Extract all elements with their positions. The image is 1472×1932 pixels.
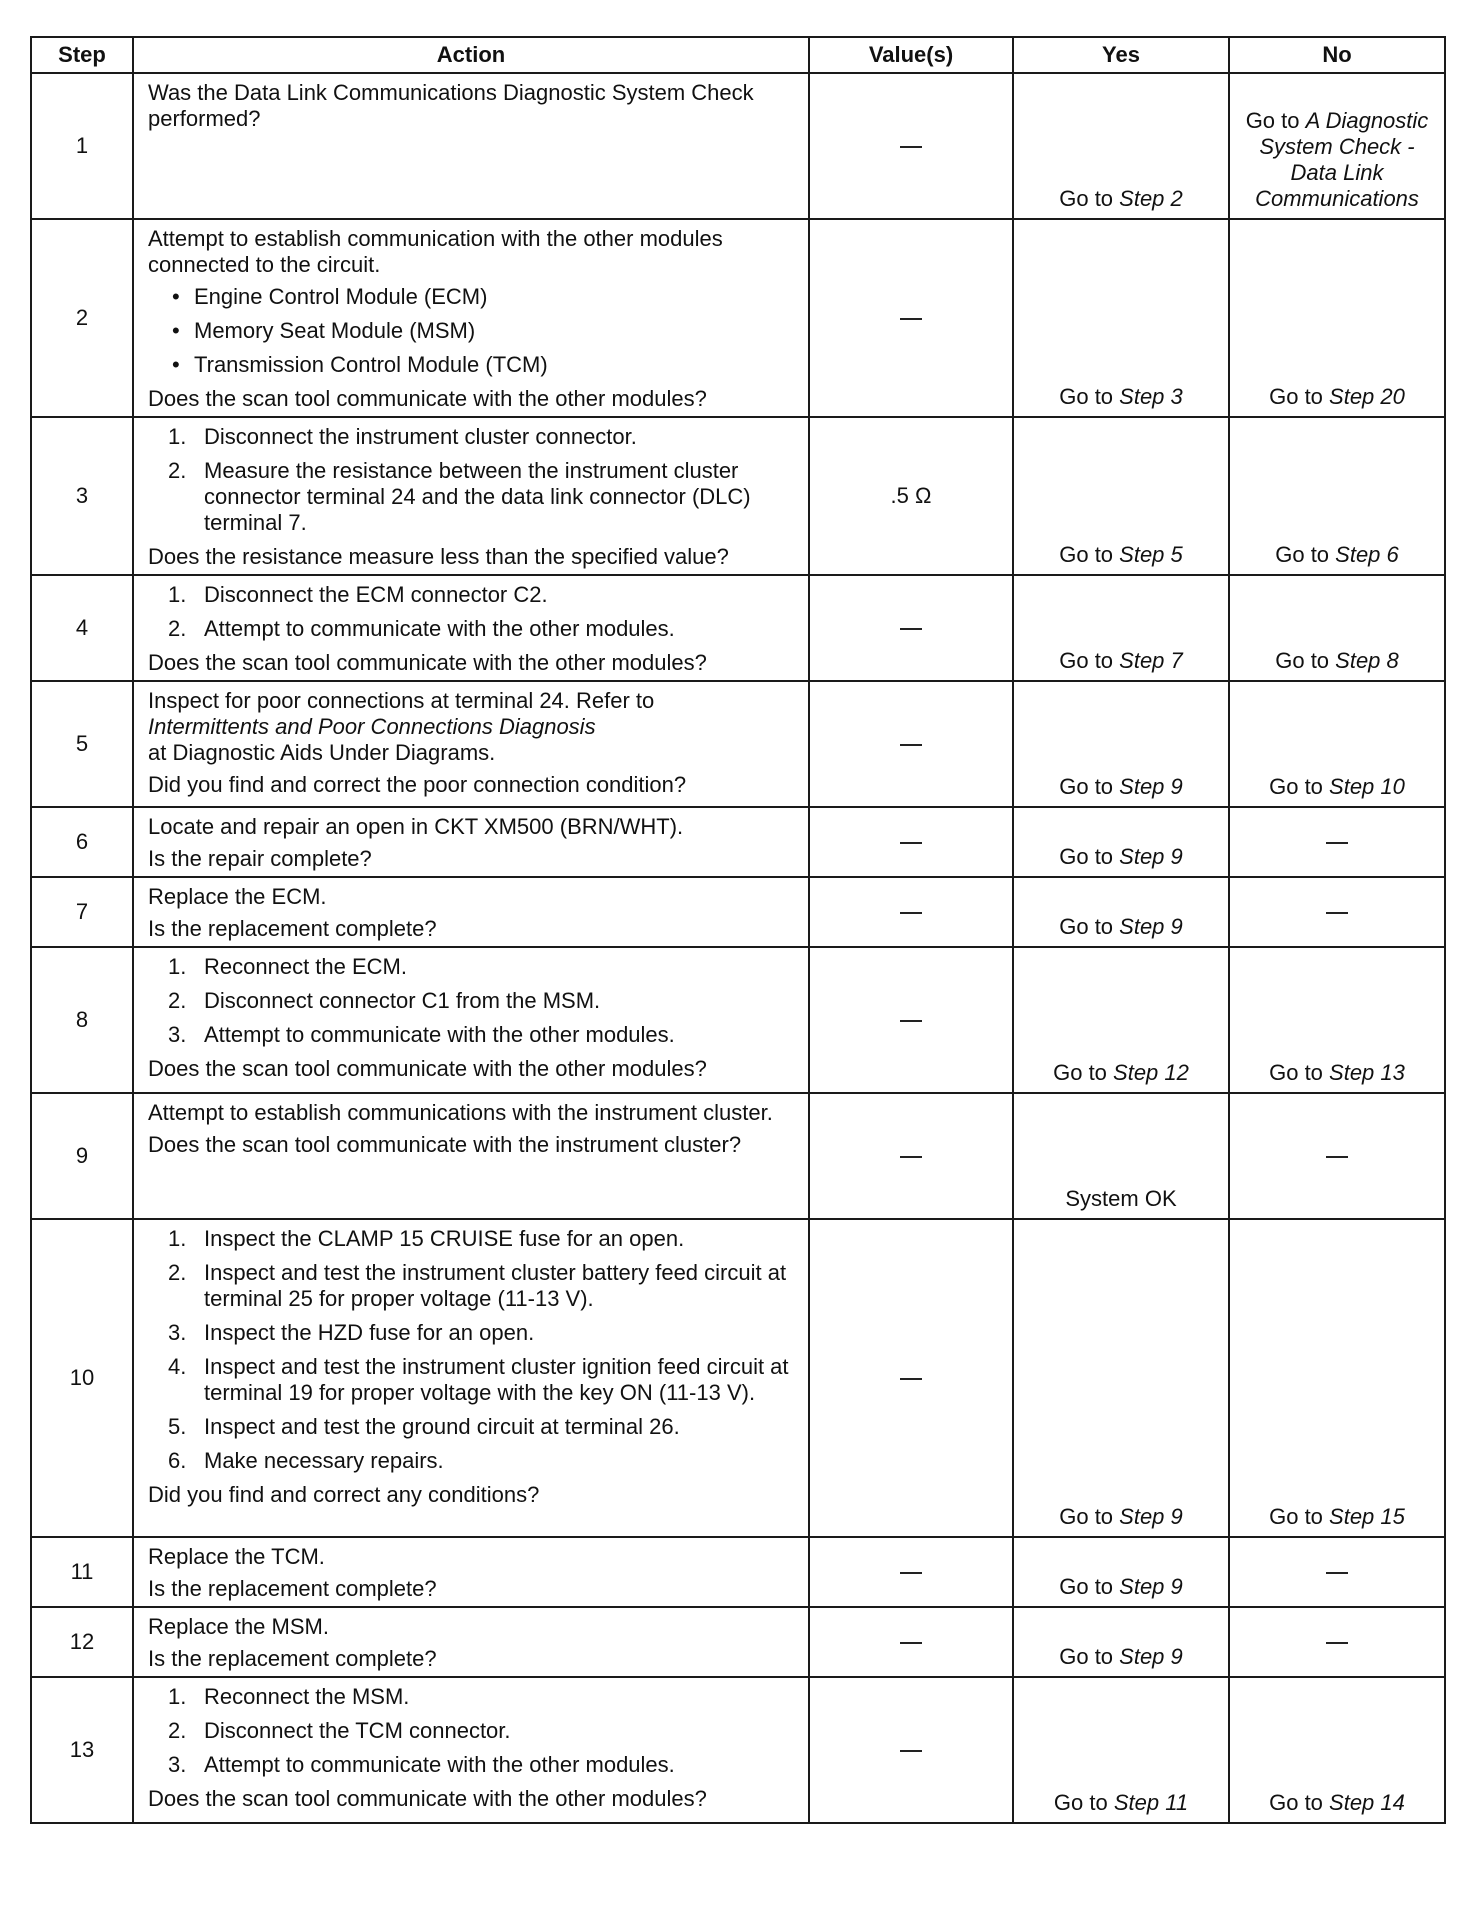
item-text: Disconnect the instrument cluster connector. [204,424,637,449]
item-text: Attempt to communicate with the other modules. [204,616,675,641]
value-cell [809,877,1013,947]
numbered-list [148,1226,798,1474]
table-row [31,681,1445,807]
yes-prefix: Go to [1059,186,1120,211]
numbered-item [148,616,798,642]
em-dash [900,1378,922,1380]
numbered-item [148,1718,798,1744]
action-question: Is the replacement complete? [148,1646,437,1671]
item-text: Disconnect the TCM connector. [204,1718,511,1743]
bullet-item: • Engine Control Module (ECM) [148,284,798,310]
step-number: 2 [31,219,133,417]
no-prefix: Go to [1269,774,1330,799]
no-reference: Step 15 [1329,1504,1405,1529]
numbered-item [148,458,798,536]
yes-cell [1013,1093,1229,1219]
table-row [31,947,1445,1093]
step-number: 11 [31,1537,133,1607]
em-dash [900,318,922,320]
item-number: 2. [168,458,187,483]
yes-reference: Step 7 [1119,648,1183,673]
yes-reference: Step 2 [1119,186,1183,211]
no-cell [1229,1219,1445,1537]
item-text: Make necessary repairs. [204,1448,444,1473]
em-dash [1326,842,1348,844]
action-question: Does the scan tool communicate with the other modules? [148,1786,707,1811]
value-cell [809,1219,1013,1537]
em-dash [900,912,922,914]
item-number: 1. [168,1684,187,1709]
yes-prefix: Go to [1053,1790,1114,1815]
action-cell [133,73,809,219]
action-cell [133,1093,809,1219]
item-text: Inspect and test the ground circuit at terminal 26. [204,1414,680,1439]
em-dash [900,744,922,746]
em-dash [900,1156,922,1158]
table-row [31,417,1445,575]
action-intro-text: Locate and repair an open in CKT XM500 (BRN/WHT). [148,814,684,839]
value-cell [809,1677,1013,1823]
step-number: 7 [31,877,133,947]
item-number: 3. [168,1320,187,1345]
no-cell [1229,417,1445,575]
action-question: Is the replacement complete? [148,916,437,941]
action-intro-tail: at Diagnostic Aids Under Diagrams. [148,740,496,765]
item-number: 2. [168,1718,187,1743]
step-number: 4 [31,575,133,681]
yes-prefix: Go to [1059,844,1120,869]
bullet-item: • Transmission Control Module (TCM) [148,352,798,378]
no-reference: Step 13 [1329,1060,1405,1085]
yes-cell [1013,575,1229,681]
item-text: Disconnect the ECM connector C2. [204,582,548,607]
numbered-item [148,1022,798,1048]
no-prefix: Go to [1269,384,1330,409]
bullet-list [148,284,798,378]
no-reference: Step 14 [1329,1790,1405,1815]
item-text: Attempt to communicate with the other modules. [204,1752,675,1777]
item-number: 3. [168,1752,187,1777]
action-cell [133,1607,809,1677]
no-prefix: Go to [1245,108,1306,133]
item-text: Attempt to communicate with the other modules. [204,1022,675,1047]
table-row [31,1537,1445,1607]
numbered-item [148,1752,798,1778]
yes-reference: Step 9 [1119,1644,1183,1669]
em-dash [1326,1572,1348,1574]
numbered-item [148,424,798,450]
item-text: Reconnect the MSM. [204,1684,410,1709]
numbered-item [148,1414,798,1440]
yes-prefix: Go to [1059,1504,1120,1529]
em-dash [1326,1642,1348,1644]
yes-prefix: Go to [1059,914,1120,939]
bullet-item: • Memory Seat Module (MSM) [148,318,798,344]
action-cell [133,1537,809,1607]
step-number: 8 [31,947,133,1093]
header-yes: Yes [1013,37,1229,73]
table-row [31,73,1445,219]
action-intro [148,1544,798,1570]
item-number: 2. [168,616,187,641]
yes-cell [1013,1677,1229,1823]
numbered-item [148,954,798,980]
numbered-item [148,1684,798,1710]
action-intro-text: Inspect for poor connections at terminal 24. Refer to [148,688,655,713]
value-cell [809,1537,1013,1607]
no-cell [1229,1607,1445,1677]
header-values: Value(s) [809,37,1013,73]
table-body [31,73,1445,1823]
yes-reference: Step 9 [1119,774,1183,799]
yes-reference: Step 11 [1113,1790,1189,1815]
action-intro-text: Attempt to establish communications with the instrument cluster. [148,1100,773,1125]
action-intro [148,884,798,910]
action-cell [133,417,809,575]
action-intro-text: Replace the TCM. [148,1544,325,1569]
table-row [31,1219,1445,1537]
yes-reference: Step 9 [1119,914,1183,939]
yes-cell [1013,73,1229,219]
item-text: Reconnect the ECM. [204,954,407,979]
no-cell [1229,1093,1445,1219]
yes-prefix: Go to [1059,1644,1120,1669]
item-text: Measure the resistance between the instrument cluster connector terminal 24 and the data link connector (DLC) terminal 7. [204,458,751,535]
step-number: 10 [31,1219,133,1537]
action-question: Does the resistance measure less than the specified value? [148,544,729,569]
value-cell [809,219,1013,417]
no-cell [1229,947,1445,1093]
no-cell [1229,681,1445,807]
item-number: 1. [168,424,187,449]
item-number: 2. [168,1260,187,1285]
no-reference: Step 20 [1329,384,1405,409]
table-row [31,575,1445,681]
em-dash [900,842,922,844]
step-number: 9 [31,1093,133,1219]
action-intro-text: Was the Data Link Communications Diagnostic System Check performed? [148,80,754,131]
no-prefix: Go to [1275,648,1336,673]
action-cell [133,1677,809,1823]
item-number: 1. [168,582,187,607]
item-number: 1. [168,954,187,979]
yes-prefix: Go to [1059,648,1120,673]
yes-cell [1013,947,1229,1093]
action-question: Does the scan tool communicate with the instrument cluster? [148,1132,742,1157]
em-dash [1326,912,1348,914]
yes-cell [1013,681,1229,807]
table-row [31,219,1445,417]
action-cell [133,681,809,807]
no-reference: Step 6 [1335,542,1399,567]
action-intro [148,80,798,132]
numbered-list [148,954,798,1048]
table-row [31,1677,1445,1823]
no-prefix: Go to [1275,542,1336,567]
action-intro [148,1614,798,1640]
action-intro-text: Attempt to establish communication with the other modules connected to the circuit. [148,226,723,277]
value-cell [809,681,1013,807]
numbered-list [148,424,798,536]
header-row [31,37,1445,73]
no-prefix: Go to [1269,1790,1330,1815]
action-reference: Intermittents and Poor Connections Diagnosis [148,714,596,739]
item-number: 4. [168,1354,187,1379]
item-text: Inspect the HZD fuse for an open. [204,1320,535,1345]
numbered-item [148,1448,798,1474]
step-number: 3 [31,417,133,575]
yes-reference: Step 5 [1119,542,1183,567]
yes-cell [1013,1219,1229,1537]
item-text: Inspect and test the instrument cluster battery feed circuit at terminal 25 for proper voltage (11-13 V). [204,1260,787,1311]
numbered-item [148,1354,798,1406]
value-text: .5 Ω [890,483,932,508]
action-question: Does the scan tool communicate with the other modules? [148,386,707,411]
yes-cell [1013,877,1229,947]
yes-reference: Step 9 [1119,844,1183,869]
header-no: No [1229,37,1445,73]
item-text: Disconnect connector C1 from the MSM. [204,988,601,1013]
yes-prefix: Go to [1059,1574,1120,1599]
action-cell [133,1219,809,1537]
step-number: 5 [31,681,133,807]
action-question: Did you find and correct any conditions? [148,1482,540,1507]
table-row [31,1093,1445,1219]
numbered-item [148,582,798,608]
header-action: Action [133,37,809,73]
no-cell [1229,1677,1445,1823]
table-row [31,877,1445,947]
em-dash [900,1750,922,1752]
item-text: Inspect the CLAMP 15 CRUISE fuse for an open. [204,1226,685,1251]
em-dash [900,1572,922,1574]
no-prefix: Go to [1269,1504,1330,1529]
numbered-item [148,1226,798,1252]
header-step: Step [31,37,133,73]
yes-cell [1013,807,1229,877]
action-question: Does the scan tool communicate with the other modules? [148,650,707,675]
yes-reference: Step 3 [1119,384,1183,409]
yes-prefix: Go to [1053,1060,1114,1085]
em-dash [900,1642,922,1644]
value-cell [809,575,1013,681]
value-cell [809,73,1013,219]
item-text: Inspect and test the instrument cluster ignition feed circuit at terminal 19 for proper voltage with the key ON (11-13 V). [204,1354,789,1405]
numbered-list [148,582,798,642]
value-cell [809,1093,1013,1219]
yes-prefix: Go to [1059,542,1120,567]
no-cell [1229,73,1445,219]
no-cell [1229,877,1445,947]
yes-prefix: Go to [1059,384,1120,409]
yes-cell [1013,1537,1229,1607]
action-question: Is the replacement complete? [148,1576,437,1601]
yes-text: System OK [1065,1186,1177,1211]
em-dash [900,146,922,148]
value-cell [809,947,1013,1093]
action-intro [148,814,798,840]
value-cell [809,807,1013,877]
no-reference: A Diagnostic System Check - Data Link Communications [1255,108,1429,211]
action-cell [133,877,809,947]
yes-cell [1013,219,1229,417]
yes-prefix: Go to [1059,774,1120,799]
no-cell [1229,1537,1445,1607]
yes-cell [1013,1607,1229,1677]
yes-cell [1013,417,1229,575]
no-reference: Step 10 [1329,774,1405,799]
yes-reference: Step 9 [1119,1504,1183,1529]
numbered-item [148,1320,798,1346]
em-dash [900,628,922,630]
no-cell [1229,219,1445,417]
table-row [31,1607,1445,1677]
em-dash [1326,1156,1348,1158]
action-intro-text: Replace the ECM. [148,884,327,909]
step-number: 1 [31,73,133,219]
yes-reference: Step 12 [1113,1060,1189,1085]
item-number: 1. [168,1226,187,1251]
value-cell [809,417,1013,575]
action-question: Is the repair complete? [148,846,372,871]
action-cell [133,575,809,681]
item-number: 2. [168,988,187,1013]
numbered-list [148,1684,798,1778]
action-question: Does the scan tool communicate with the other modules? [148,1056,707,1081]
item-number: 6. [168,1448,187,1473]
step-number: 6 [31,807,133,877]
diagnostic-table [30,36,1446,1824]
numbered-item [148,1260,798,1312]
em-dash [900,1020,922,1022]
action-cell [133,807,809,877]
table-row [31,807,1445,877]
action-intro [148,1100,798,1126]
action-intro-text: Replace the MSM. [148,1614,329,1639]
action-question: Did you find and correct the poor connection condition? [148,772,687,797]
no-cell [1229,575,1445,681]
no-reference: Step 8 [1335,648,1399,673]
action-cell [133,219,809,417]
numbered-item [148,988,798,1014]
value-cell [809,1607,1013,1677]
no-cell [1229,807,1445,877]
item-number: 5. [168,1414,187,1439]
yes-reference: Step 9 [1119,1574,1183,1599]
no-prefix: Go to [1269,1060,1330,1085]
action-cell [133,947,809,1093]
action-intro [148,688,798,766]
step-number: 12 [31,1607,133,1677]
item-number: 3. [168,1022,187,1047]
step-number: 13 [31,1677,133,1823]
action-intro [148,226,798,278]
